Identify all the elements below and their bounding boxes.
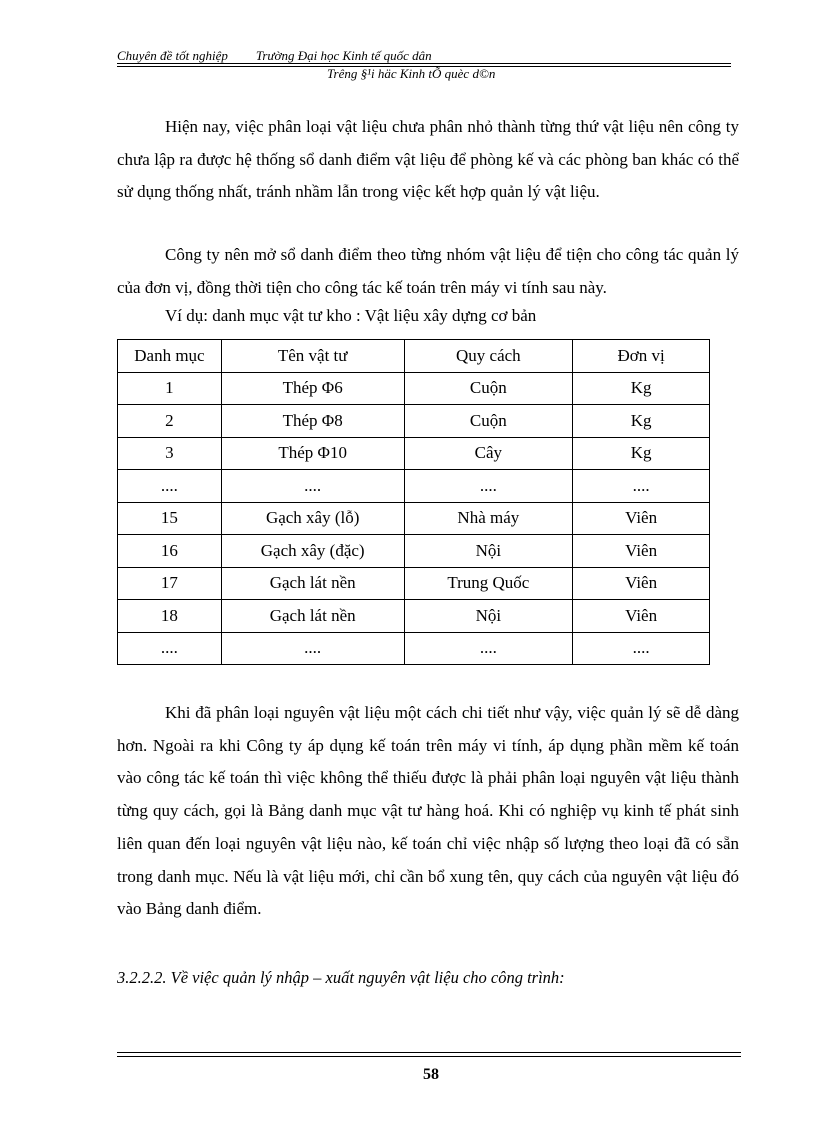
header-cell: Tên vật tư [221, 340, 404, 373]
table-cell: 1 [118, 372, 222, 405]
page-header [117, 48, 731, 82]
table-cell: .... [118, 470, 222, 503]
table-cell: Gạch lát nền [221, 600, 404, 633]
header-cell: Quy cách [404, 340, 573, 373]
header-title-line [117, 48, 460, 64]
table-cell: .... [573, 470, 710, 503]
table-cell: Thép Φ8 [221, 405, 404, 438]
table-cell: Nội [404, 600, 573, 633]
paragraph-2: Công ty nên mở sổ danh điểm theo từng nhóm vật liệu để tiện cho công tác quản lý của đơn vị, đồng thời tiện cho công tác kế toán trên máy vi tính sau này. [117, 245, 739, 297]
header-subline: Trêng §¹i häc Kinh tÕ quèc d©n [327, 66, 496, 81]
header-left-text: Chuyên đề tốt nghiệp [117, 48, 228, 63]
table-cell: .... [404, 632, 573, 665]
table-cell: Viên [573, 600, 710, 633]
table-cell: Thép Φ10 [221, 437, 404, 470]
table-row [118, 405, 710, 438]
table-cell: Kg [573, 405, 710, 438]
table-row [118, 632, 710, 665]
table-cell: 3 [118, 437, 222, 470]
table-cell: Kg [573, 437, 710, 470]
table-cell: 16 [118, 535, 222, 568]
paragraph-3: Khi đã phân loại nguyên vật liệu một cách chi tiết như vậy, việc quản lý sẽ dễ dàng hơn. Ngoài ra khi Công ty áp dụng kế toán trên máy vi tính, áp dụng phần mềm kế toán vào công tác kế toán thì việc không thể thiếu được là phải phân loại nguyên vật liệu thành từng quy cách, gọi là Bảng danh mục vật tư hàng hoá. Khi có nghiệp vụ kinh tế phát sinh liên quan đến loại nguyên vật liệu nào, kế toán chỉ việc nhập số lượng theo loại đã có sẵn trong danh mục. Nếu là vật liệu mới, chỉ cần bổ xung tên, quy cách của nguyên vật liệu đó vào Bảng danh điểm. [117, 703, 739, 919]
table-cell: Gạch xây (đặc) [221, 535, 404, 568]
table-row [118, 600, 710, 633]
footer-rule-bottom [117, 1056, 741, 1057]
table-cell: Viên [573, 567, 710, 600]
table-cell: Cuộn [404, 372, 573, 405]
footer-rule-top [117, 1052, 741, 1053]
table-cell: Thép Φ6 [221, 372, 404, 405]
section-heading: 3.2.2.2. Về việc quản lý nhập – xuất nguyên vật liệu cho công trình: [117, 968, 565, 987]
header-right-text: Trường Đại học Kinh tế quốc dân [255, 48, 432, 63]
table-cell: Trung Quốc [404, 567, 573, 600]
table-row [118, 470, 710, 503]
table-cell: Nội [404, 535, 573, 568]
table-cell: Gạch xây (lỗ) [221, 502, 404, 535]
table-cell: .... [573, 632, 710, 665]
table-cell: 15 [118, 502, 222, 535]
table-row [118, 437, 710, 470]
table-cell: 18 [118, 600, 222, 633]
table-cell: Cuộn [404, 405, 573, 438]
table-row [118, 502, 710, 535]
table-cell: Viên [573, 502, 710, 535]
table-row [118, 535, 710, 568]
table-cell: .... [404, 470, 573, 503]
table-cell: Kg [573, 372, 710, 405]
table-cell: 17 [118, 567, 222, 600]
materials-table [117, 339, 710, 665]
page-number: 58 [423, 1066, 439, 1083]
table-cell: Gạch lát nền [221, 567, 404, 600]
table-cell: 2 [118, 405, 222, 438]
table-row [118, 567, 710, 600]
table-header-row [118, 340, 710, 373]
table-cell: Nhà máy [404, 502, 573, 535]
table-cell: .... [221, 470, 404, 503]
example-caption: Ví dụ: danh mục vật tư kho : Vật liệu xây dựng cơ bản [165, 306, 537, 325]
table-cell: .... [221, 632, 404, 665]
paragraph-1: Hiện nay, việc phân loại vật liệu chưa phân nhỏ thành từng thứ vật liệu nên công ty chưa lập ra được hệ thống sổ danh điểm vật liệu để phòng kế và các phòng ban khác có thể sử dụng thống nhất, tránh nhầm lẫn trong việc kết hợp quản lý vật liệu. [117, 117, 739, 202]
header-cell: Đơn vị [573, 340, 710, 373]
table-cell: Cây [404, 437, 573, 470]
header-cell: Danh mục [118, 340, 222, 373]
table-cell: Viên [573, 535, 710, 568]
table-cell: .... [118, 632, 222, 665]
table-row [118, 372, 710, 405]
header-rule-top [117, 63, 731, 64]
